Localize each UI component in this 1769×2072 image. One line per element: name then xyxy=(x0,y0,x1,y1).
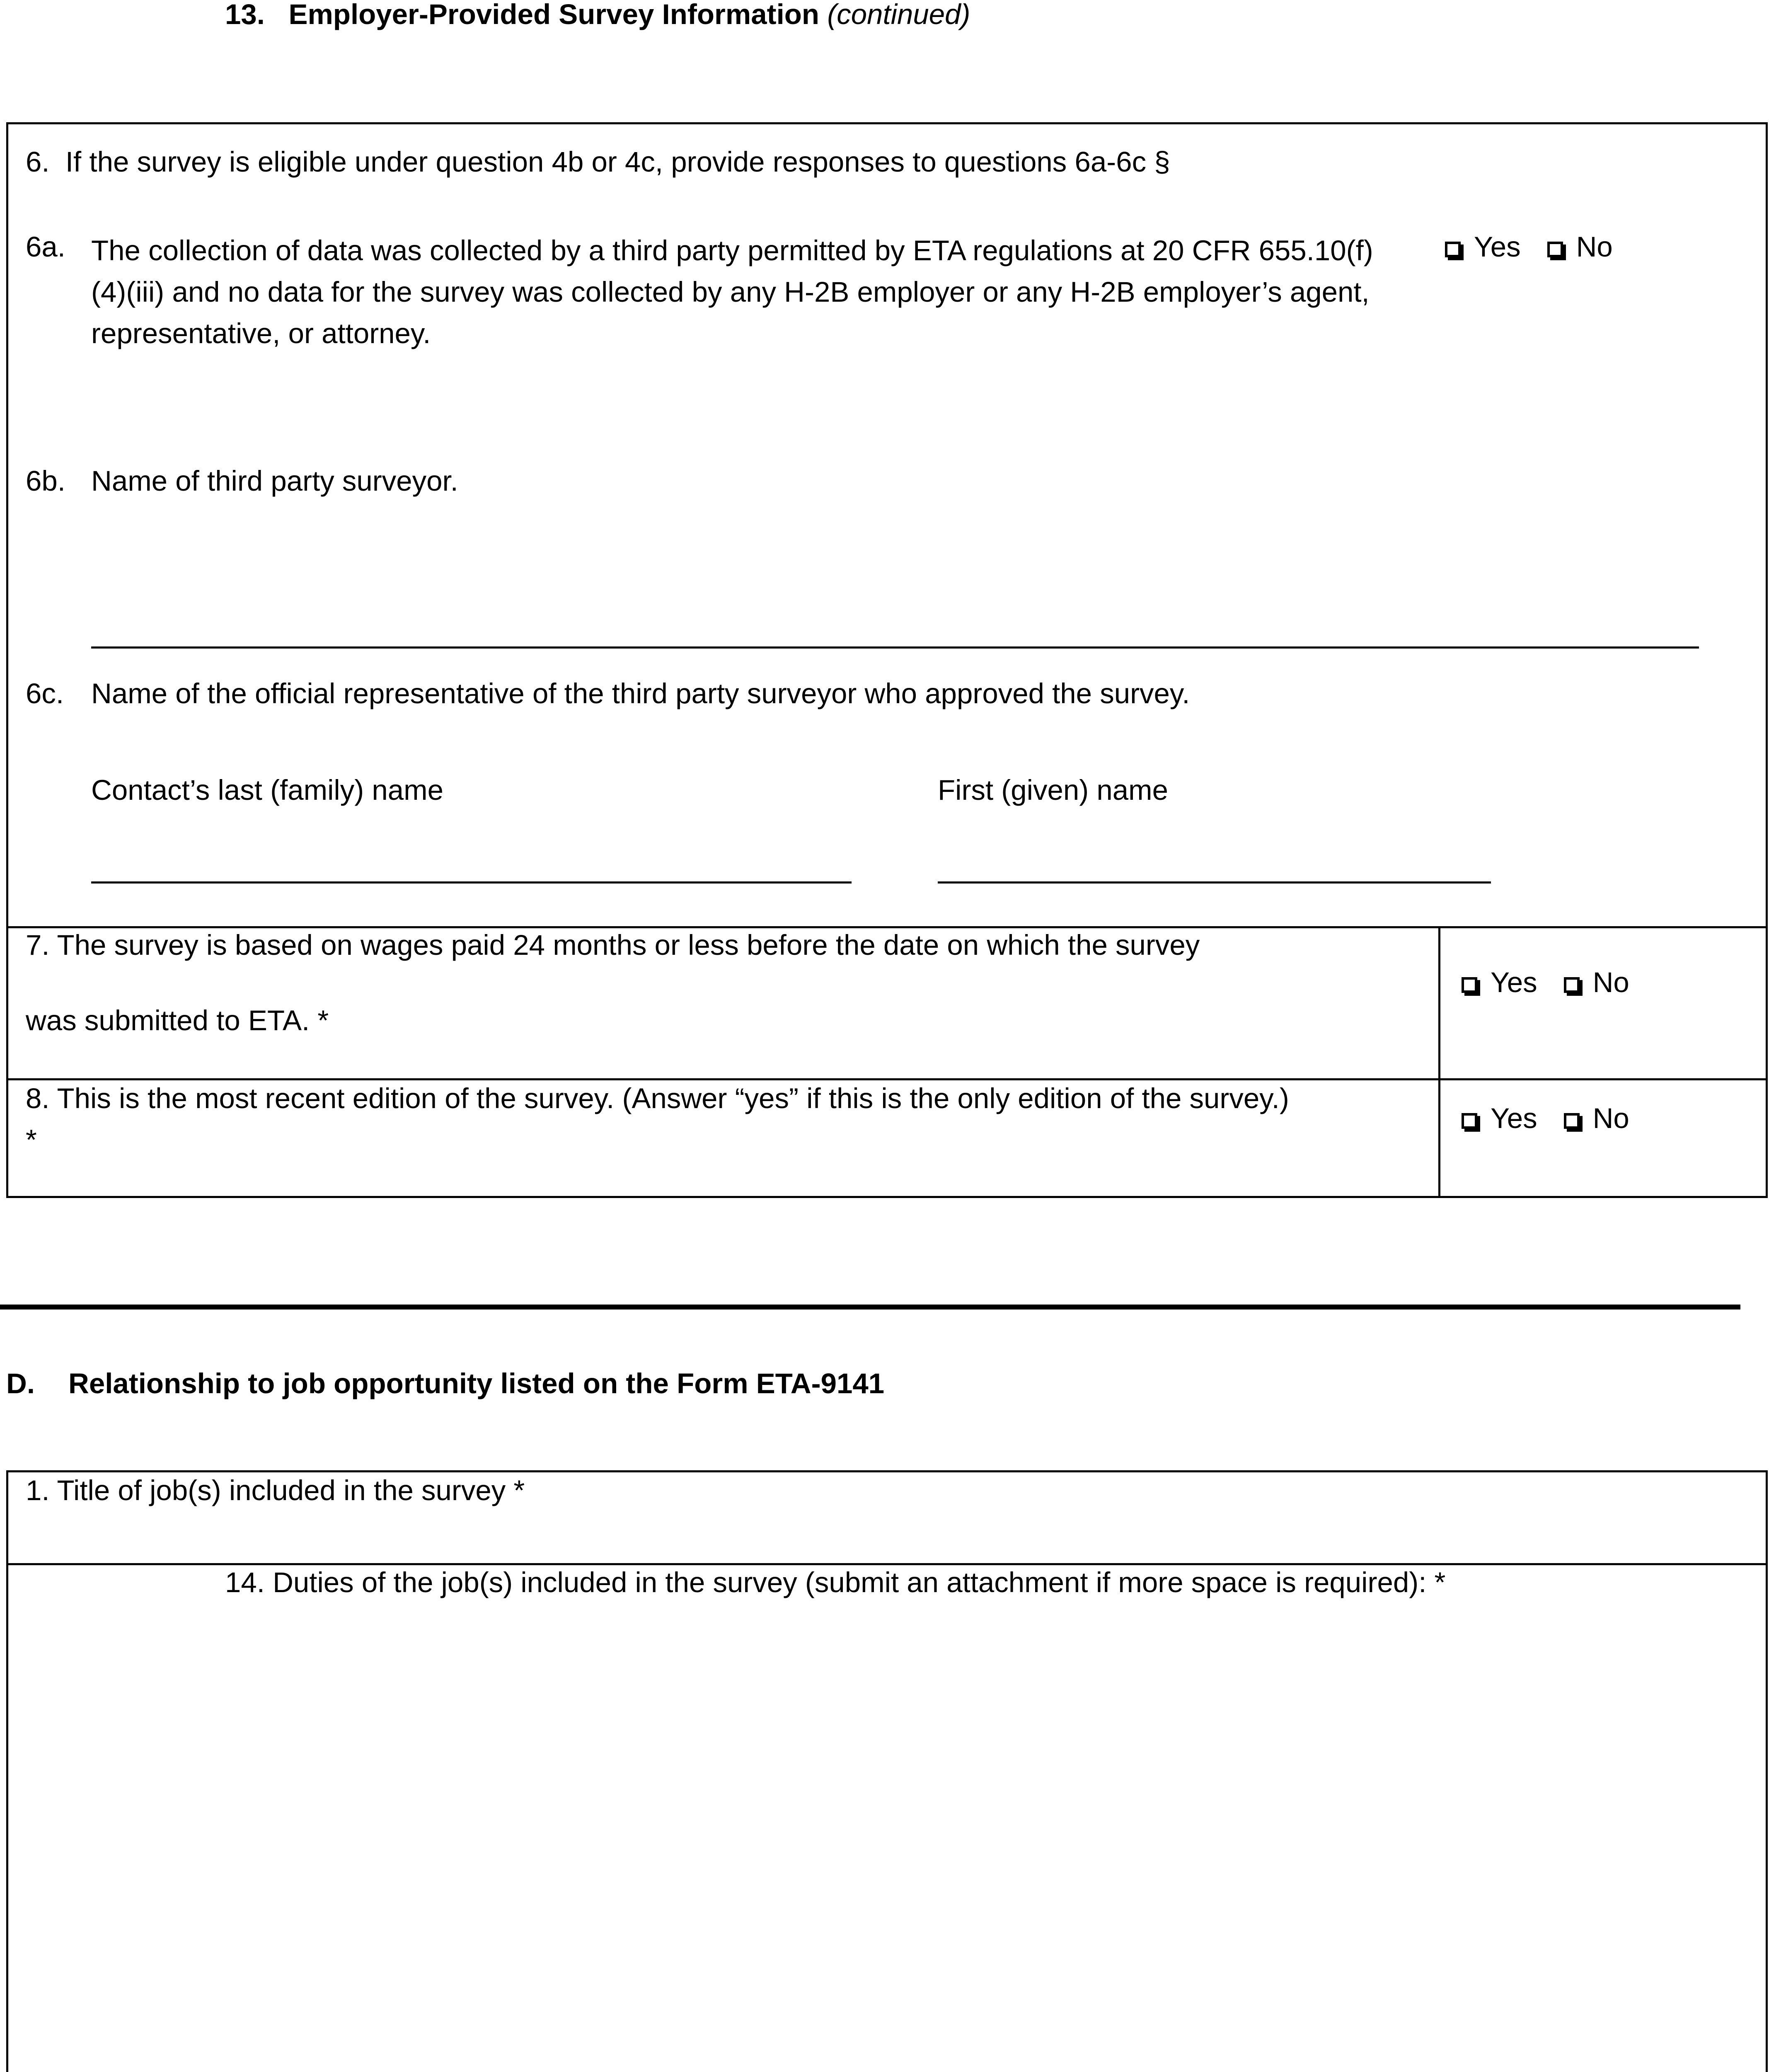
q6a-no-option[interactable] xyxy=(1547,230,1613,264)
q6a-number: 6a. xyxy=(26,231,65,263)
q6a-no-checkbox[interactable] xyxy=(1547,242,1563,257)
q6b-underline xyxy=(91,646,1699,649)
q8-no-option[interactable] xyxy=(1564,1101,1629,1136)
q6-number: 6. xyxy=(26,146,50,178)
q6b-surveyor-field[interactable] xyxy=(91,597,1699,630)
q7-yes-checkbox[interactable] xyxy=(1462,977,1477,993)
q6-label xyxy=(26,145,1170,179)
section-d-letter: D. xyxy=(6,1368,35,1399)
q7-no-option[interactable] xyxy=(1564,966,1629,1000)
q8-text-line1: 8. This is the most recent edition of the survey. (Answer “yes” if this is the only edition of the survey.) xyxy=(26,1082,1289,1114)
section-d-heading xyxy=(6,1367,885,1401)
q6a-no-label: No xyxy=(1576,231,1613,263)
contact-first-name-field[interactable] xyxy=(938,841,1491,874)
q7-options xyxy=(1462,966,1656,1000)
q8-yes-checkbox[interactable] xyxy=(1462,1113,1477,1129)
contact-last-name-field[interactable] xyxy=(91,841,852,874)
q6-text: If the survey is eligible under question 4b or 4c, provide responses to questions 6a-6c § xyxy=(65,146,1170,178)
section-title: Employer-Provided Survey Information xyxy=(288,0,820,30)
q6c-number: 6c. xyxy=(26,678,64,709)
job-duties-label: 14. Duties of the job(s) included in the survey (submit an attachment if more space is required): * xyxy=(225,1566,1446,1598)
job-title-label: 1. Title of job(s) included in the survey * xyxy=(26,1474,525,1506)
q6b-number: 6b. xyxy=(26,465,65,497)
q7-text-line2: was submitted to ETA. * xyxy=(26,1005,329,1036)
section-d-title: Relationship to job opportunity listed on the Form ETA-9141 xyxy=(68,1368,885,1399)
q7-yes-label: Yes xyxy=(1491,966,1537,998)
section-divider xyxy=(0,1305,1740,1310)
contact-first-name-underline xyxy=(938,881,1491,884)
section-number: 13. xyxy=(225,0,265,30)
q7-no-label: No xyxy=(1592,966,1629,998)
section-d-row-separator xyxy=(6,1563,1768,1565)
q8-no-label: No xyxy=(1592,1102,1629,1134)
q6a-yes-option[interactable] xyxy=(1445,230,1521,264)
contact-first-name-label: First (given) name xyxy=(938,774,1168,806)
job-duties-field[interactable] xyxy=(26,1616,1745,2072)
q6a-yes-label: Yes xyxy=(1474,231,1521,263)
question-7-8-separator xyxy=(6,1078,1768,1080)
contact-last-name-label: Contact’s last (family) name xyxy=(91,774,444,806)
q6b-text: Name of third party surveyor. xyxy=(91,465,458,497)
q6a-yes-checkbox[interactable] xyxy=(1445,242,1461,257)
q6c-text: Name of the official representative of the third party surveyor who approved the survey. xyxy=(91,678,1190,709)
section-header xyxy=(225,0,970,32)
questions-7-8-divider xyxy=(1438,926,1440,1198)
q8-options xyxy=(1462,1101,1656,1136)
section-suffix: (continued) xyxy=(827,0,970,30)
q7-yes-option[interactable] xyxy=(1462,966,1537,1000)
job-title-field[interactable] xyxy=(26,1517,1745,1554)
q7-text-line1: 7. The survey is based on wages paid 24 months or less before the date on which the survey xyxy=(26,929,1200,961)
q6a-text: The collection of data was collected by a third party permitted by ETA regulations at 20 CFR 655.10(f)(4)(iii) and no data for the survey was collected by any H-2B employer or any H-2B employer’s agent, representative, or attorney. xyxy=(91,235,1373,349)
q8-text-line2: * xyxy=(26,1124,37,1156)
q8-yes-option[interactable] xyxy=(1462,1101,1537,1136)
contact-last-name-underline xyxy=(91,881,852,884)
q7-no-checkbox[interactable] xyxy=(1564,977,1580,993)
q6a-options xyxy=(1445,230,1639,264)
q8-no-checkbox[interactable] xyxy=(1564,1113,1580,1129)
q8-yes-label: Yes xyxy=(1491,1102,1537,1134)
